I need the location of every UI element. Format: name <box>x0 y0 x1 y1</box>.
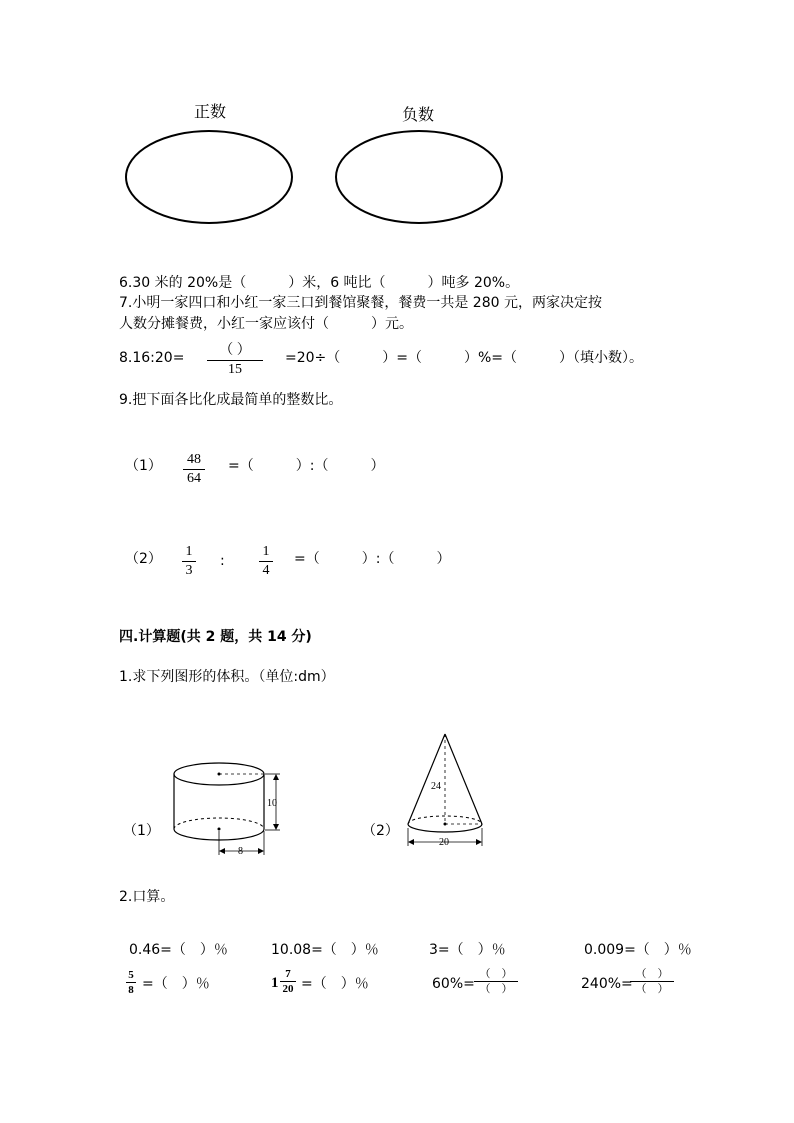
q9-part2-fraction-1 <box>182 544 196 579</box>
number-classification-ovals <box>120 125 510 230</box>
fraction-denominator: 64 <box>187 471 201 486</box>
question-9-title: 9.把下面各比化成最简单的整数比。 <box>119 392 343 408</box>
mental-calc-fraction-blank <box>474 968 518 995</box>
question-8-prefix: 8.16:20= <box>119 350 185 366</box>
mental-calc-item: =（ ）％ <box>142 976 210 992</box>
fraction-numerator: （ ） <box>219 343 251 358</box>
q9-part2-answer: =（ ）:（ ） <box>294 551 451 567</box>
fraction-numerator: 48 <box>187 452 201 467</box>
q9-part2-fraction-2 <box>259 544 273 579</box>
fraction-numerator: （ ） <box>479 968 513 980</box>
mental-calc-item: 240%= <box>581 976 633 992</box>
mental-calc-item: 0.009=（ ）％ <box>584 942 692 958</box>
q9-part2-colon: : <box>220 553 225 569</box>
question-6: 6.30 米的 20%是（ ）米，6 吨比（ ）吨多 20%。 <box>119 275 520 291</box>
fraction-denominator: 15 <box>228 362 242 377</box>
question-8-suffix: =20÷（ ）=（ ）%=（ ）（填小数）。 <box>285 350 644 366</box>
question-8-fraction <box>207 343 263 378</box>
positive-label: 正数 <box>194 102 227 121</box>
q9-part1-answer: =（ ）:（ ） <box>228 458 385 474</box>
fraction-denominator: 3 <box>185 563 193 578</box>
fraction-numerator: 7 <box>285 968 291 980</box>
fraction-denominator: 20 <box>282 983 294 995</box>
fraction-numerator: 5 <box>128 969 134 981</box>
calc-2-title: 2.口算。 <box>119 889 175 905</box>
cylinder-radius-label: 8 <box>238 846 243 857</box>
q9-part2-label: （2） <box>125 551 162 567</box>
mental-calc-item: 3=（ ）％ <box>429 942 506 958</box>
figure-2-label: （2） <box>362 823 399 839</box>
negative-oval <box>336 131 502 223</box>
cone-figure <box>400 728 490 853</box>
cone-height-label: 24 <box>431 781 441 792</box>
mental-calc-fraction-5-8 <box>126 969 136 996</box>
negative-label: 负数 <box>402 105 435 124</box>
mental-calc-item: 0.46=（ ）％ <box>129 942 228 958</box>
cylinder-height-label: 10 <box>267 798 277 809</box>
fraction-numerator: 1 <box>185 544 193 559</box>
figure-1-label: （1） <box>123 823 160 839</box>
fraction-denominator: 4 <box>262 563 270 578</box>
question-7-line1: 7.小明一家四口和小红一家三口到餐馆聚餐，餐费一共是 280 元，两家决定按 <box>119 295 602 311</box>
mental-calc-fraction-blank <box>630 968 674 995</box>
mixed-number-whole: 1 <box>271 975 279 991</box>
fraction-denominator: 8 <box>128 984 134 996</box>
fraction-numerator: （ ） <box>635 968 669 980</box>
cylinder-figure <box>168 755 288 860</box>
q9-part1-fraction <box>183 452 205 487</box>
question-7-line2: 人数分摊餐费，小红一家应该付（ ）元。 <box>119 316 413 332</box>
cone-diameter-label: 20 <box>439 837 449 848</box>
mental-calc-item: 10.08=（ ）％ <box>271 942 379 958</box>
mental-calc-fraction-7-20 <box>280 968 296 995</box>
fraction-denominator: （ ） <box>635 983 669 995</box>
mental-calc-item: 60%= <box>432 976 475 992</box>
fraction-numerator: 1 <box>262 544 270 559</box>
positive-oval <box>126 131 292 223</box>
q9-part1-label: （1） <box>125 458 162 474</box>
section-4-title: 四.计算题(共 2 题，共 14 分) <box>119 629 312 645</box>
fraction-denominator: （ ） <box>479 983 513 995</box>
mental-calc-item: =（ ）％ <box>301 976 369 992</box>
calc-1-title: 1.求下列图形的体积。（单位:dm） <box>119 669 335 685</box>
